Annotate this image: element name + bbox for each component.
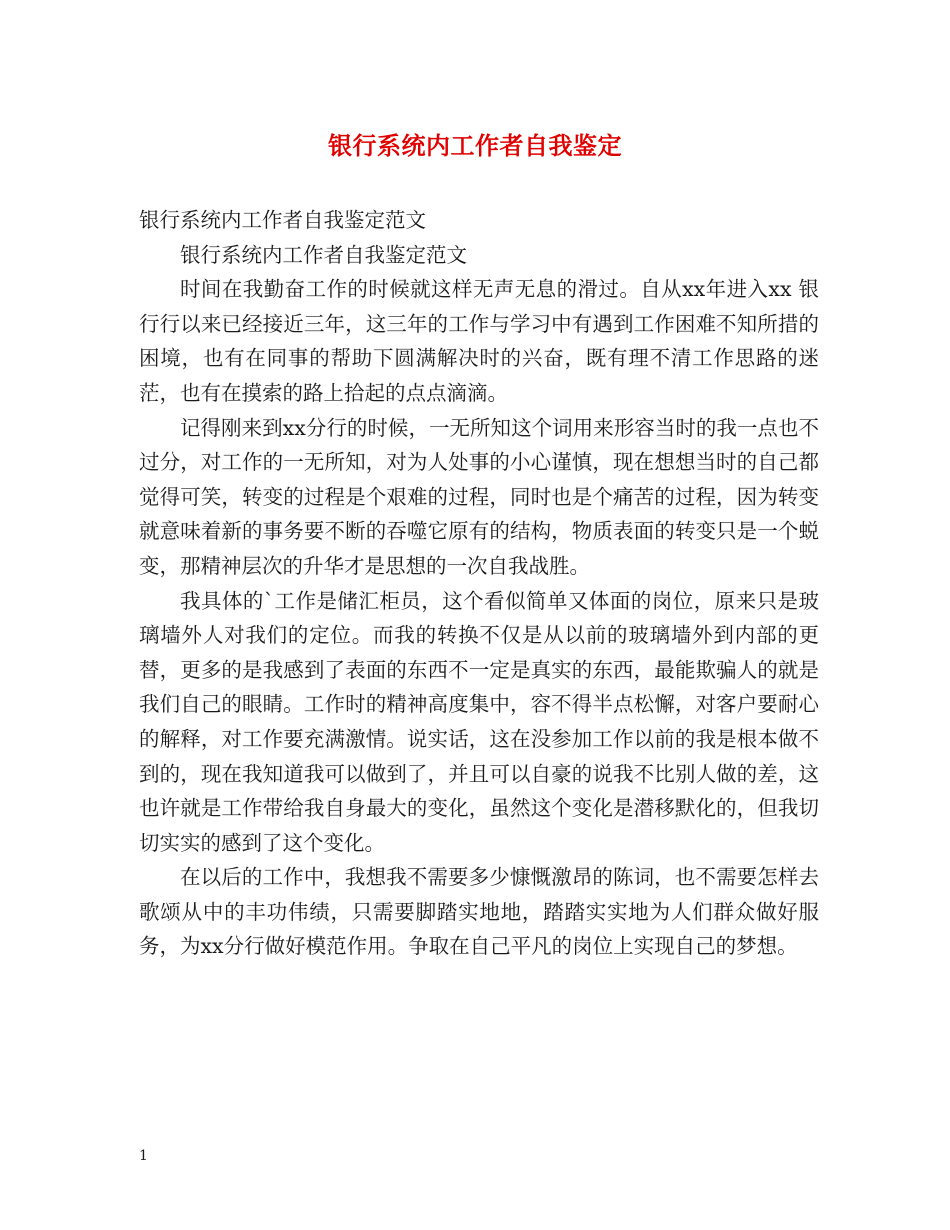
paragraph-3: 记得刚来到xx分行的时候，一无所知这个词用来形容当时的我一点也不过分，对工作的一无所知，对为人处事的小心谨慎，现在想想当时的自己都觉得可笑，转变的过程是个艰难的过程，同时也是个痛苦的过程，因为转变就意味着新的事务要不断的吞噬它原有的结构，物质表面的转变只是一个蜕变，那精神层次的升华才是思想的一次自我战胜。 — [139, 415, 819, 578]
paragraph-1: 银行系统内工作者自我鉴定范文 — [180, 242, 467, 267]
document-title: 银行系统内工作者自我鉴定 — [328, 131, 622, 160]
paragraph-5: 在以后的工作中，我想我不需要多少慷慨激昂的陈词，也不需要怎样去歌颂从中的丰功伟绩，只需要脚踏实地地，踏踏实实地为人们群众做好服务，为xx分行做好模范作用。争取在自己平凡的岗位上实现自己的梦想。 — [139, 865, 819, 959]
page-number: 1 — [139, 1148, 148, 1164]
paragraph-4: 我具体的`工作是储汇柜员，这个看似简单又体面的岗位，原来只是玻璃墙外人对我们的定位。而我的转换不仅是从以前的玻璃墙外到内部的更替，更多的是我感到了表面的东西不一定是真实的东西，最能欺骗人的就是我们自己的眼睛。工作时的精神高度集中，容不得半点松懈，对客户要耐心的解释，对工作要充满激情。说实话，这在没参加工作以前的我是根本做不到的，现在我知道我可以做到了，并且可以自豪的说我不比别人做的差，这也许就是工作带给我自身最大的变化，虽然这个变化是潜移默化的，但我切切实实的感到了这个变化。 — [139, 588, 819, 855]
document-subtitle: 银行系统内工作者自我鉴定范文 — [139, 208, 426, 232]
paragraph-2: 时间在我勤奋工作的时候就这样无声无息的滑过。自从xx年进入xx 银行行以来已经接近三年，这三年的工作与学习中有遇到工作困难不知所措的困境，也有在同事的帮助下圆满解决时的兴奋，既有理不清工作思路的迷茫，也有在摸索的路上拾起的点点滴滴。 — [139, 277, 819, 405]
document-body — [139, 203, 819, 964]
